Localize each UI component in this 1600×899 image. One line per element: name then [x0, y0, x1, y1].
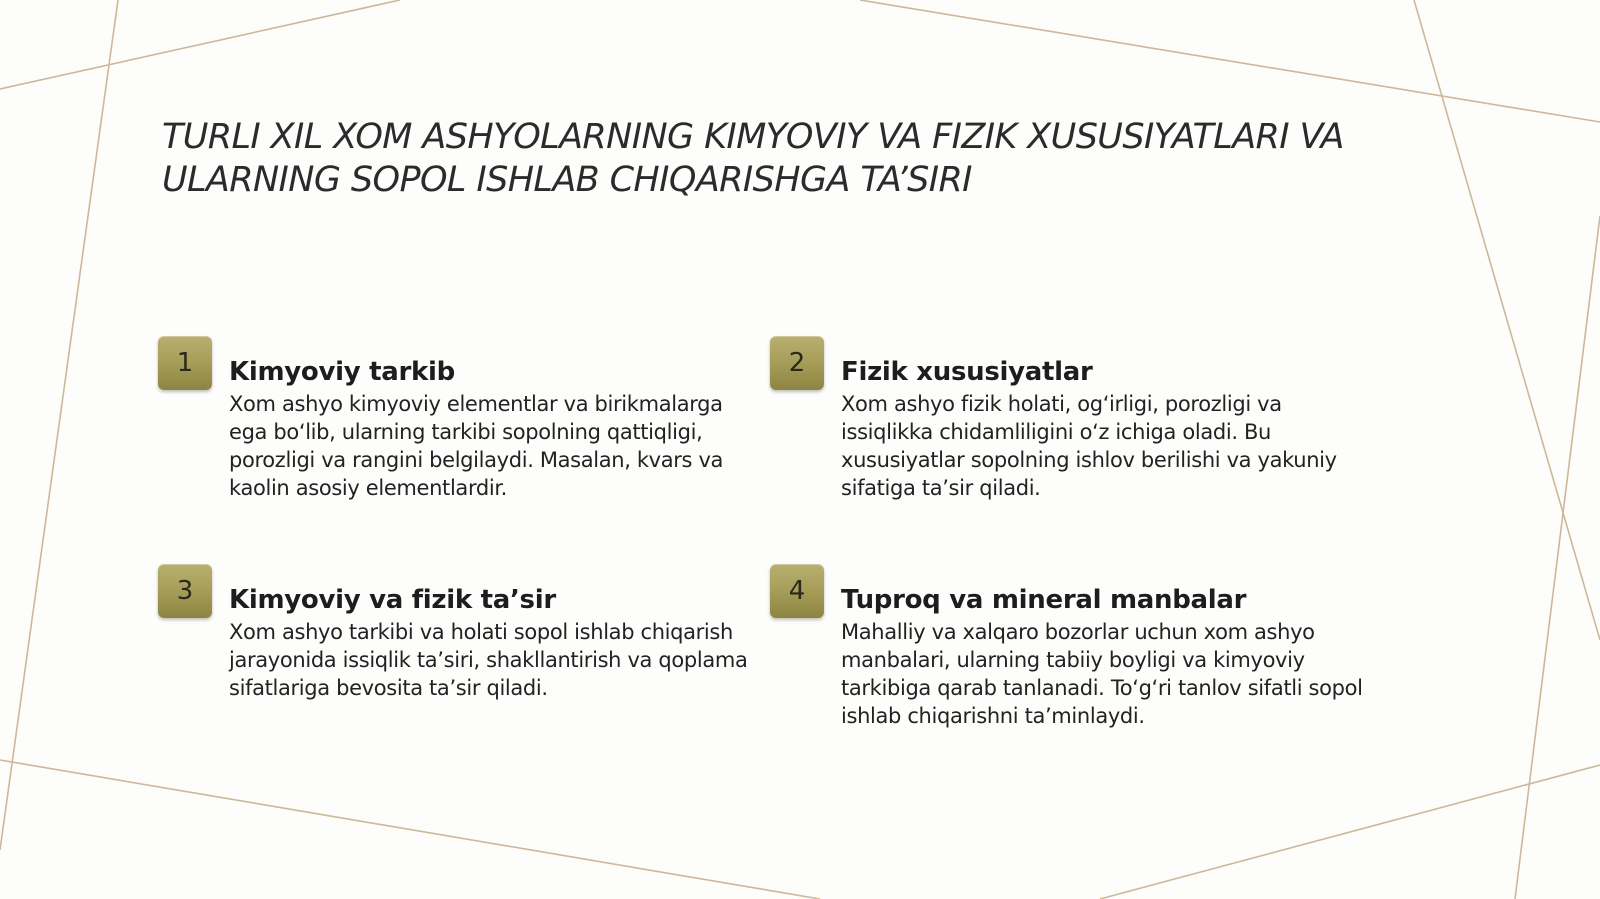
number-badge: 2 — [770, 336, 824, 390]
feature-heading: Fizik xususiyatlar — [841, 357, 1093, 387]
number-badge: 1 — [158, 336, 212, 390]
slide-title: TURLI XIL XOM ASHYOLARNING KIMYOVIY VA FIZIK XUSUSIYATLARI VA ULARNING SOPOL ISHLAB CHIQARISHGA TA’SIRI — [162, 117, 1344, 200]
number-badge: 3 — [158, 564, 212, 618]
feature-description: Xom ashyo kimyoviy elementlar va birikmalarga ega bo‘lib, ularning tarkibi sopolning qattiqligi, porozligi va rangini belgilaydi. Masalan, kvars va kaolin asosiy elementlardir. — [229, 392, 724, 500]
feature-description: Xom ashyo tarkibi va holati sopol ishlab chiqarish jarayonida issiqlik ta’siri, shakllantirish va qoplama sifatlariga bevosita ta’sir qiladi. — [229, 620, 748, 700]
feature-description: Mahalliy va xalqaro bozorlar uchun xom ashyo manbalari, ularning tabiiy boyligi va kimyoviy tarkibiga qarab tanlanadi. To‘g‘ri tanlov sifatli sopol ishlab chiqarishni ta’minlaydi. — [841, 620, 1363, 728]
feature-heading: Tuproq va mineral manbalar — [841, 585, 1247, 615]
number-badge: 4 — [770, 564, 824, 618]
feature-heading: Kimyoviy tarkib — [229, 357, 455, 387]
feature-heading: Kimyoviy va fizik ta’sir — [229, 585, 556, 615]
feature-description: Xom ashyo fizik holati, og‘irligi, porozligi va issiqlikka chidamliligini o‘z ichiga oladi. Bu xususiyatlar sopolning ishlov berilishi va yakuniy sifatiga ta’sir qiladi. — [841, 392, 1337, 500]
